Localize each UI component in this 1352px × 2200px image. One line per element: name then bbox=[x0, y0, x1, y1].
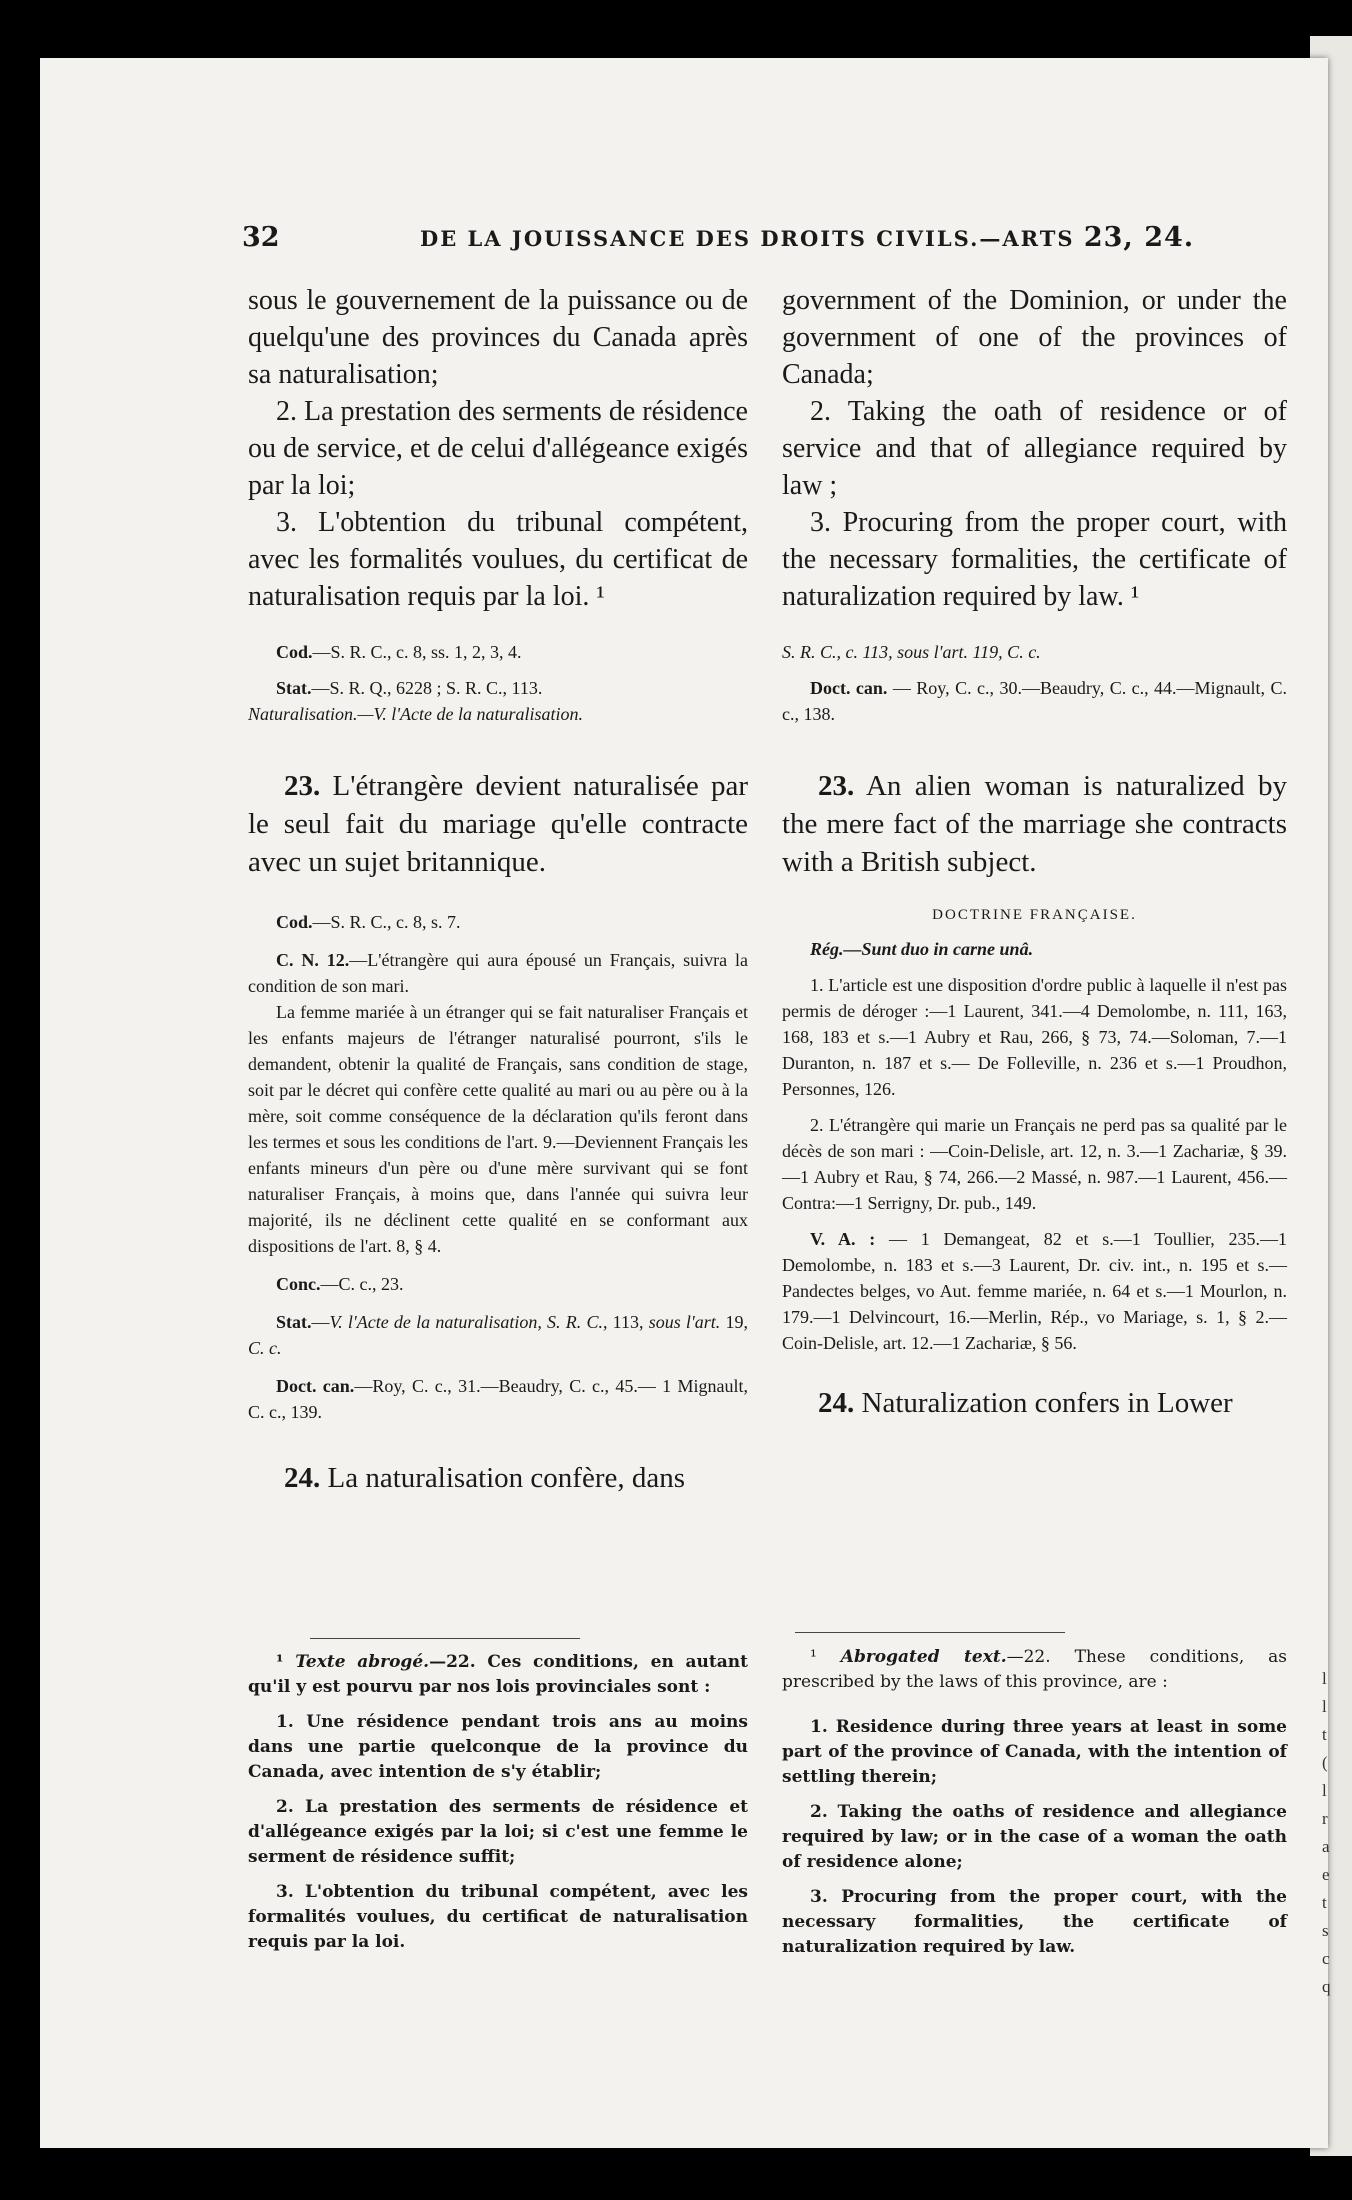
edge-letter: l bbox=[1322, 1697, 1327, 1716]
edge-letter: l bbox=[1322, 1669, 1327, 1688]
english-voir-aussi: V. A. : — 1 Demangeat, 82 et s.—1 Toullier, 235.—1 Demolombe, n. 183 et s.—3 Laurent, Dr. civ. int., n. 195 et s.—Pandectes belges, vo Aut. femme mariée, n. 64 et s.—1 Mourlon, n. 179.—1 Delvincourt, 16.—Merlin, Rép., vo Mariage, s. 1, § 2.—Coin-Delisle, art. 12.—1 Zachariæ, § 56. bbox=[782, 1229, 1287, 1353]
english-article-24: 24. Naturalization confers in Lower bbox=[818, 1387, 1233, 1419]
french-cod-23: Cod.—S. R. C., c. 8, s. 7. bbox=[276, 912, 461, 932]
edge-letter: t bbox=[1322, 1893, 1327, 1912]
french-item-3: 3. L'obtention du tribunal compétent, avec les formalités voulues, du certificat de naturalisation requis par la loi. ¹ bbox=[248, 507, 748, 612]
french-article-24: 24. La naturalisation confère, dans bbox=[284, 1462, 686, 1494]
english-item-2: 2. Taking the oath of residence or of service and that of allegiance required by law ; bbox=[782, 396, 1287, 501]
english-footnote-intro: ¹ Abrogated text.—22. These conditions, as prescribed by the laws of this province, are : bbox=[782, 1647, 1288, 1692]
english-article-23: 23. An alien woman is naturalized by the mere fact of the marriage she contracts with a British subject. bbox=[782, 770, 1287, 878]
edge-letter: s bbox=[1322, 1921, 1329, 1940]
english-source-22: S. R. C., c. 113, sous l'art. 119, C. c. bbox=[782, 642, 1041, 662]
french-footnote-2: 2. La prestation des serments de résidence et d'allégeance exigés par la loi; si c'est une femme le serment de résidence suffit; bbox=[248, 1797, 748, 1867]
english-footnote-2: 2. Taking the oaths of residence and allegiance required by law; or in the case of a woman the oath of residence alone; bbox=[782, 1802, 1287, 1872]
english-regle: Rég.—Sunt duo in carne unâ. bbox=[810, 939, 1034, 959]
running-head bbox=[420, 222, 1194, 253]
english-column bbox=[782, 282, 1287, 1422]
french-column bbox=[248, 282, 748, 1497]
french-stat-22: Stat.—S. R. Q., 6228 ; S. R. C., 113. bbox=[276, 678, 543, 698]
running-head-articles: 23, 24. bbox=[1083, 222, 1195, 253]
french-doct-23: Doct. can.—Roy, C. c., 31.—Beaudry, C. c., 45.— 1 Mignault, C. c., 139. bbox=[248, 1376, 749, 1422]
edge-letter: e bbox=[1322, 1865, 1330, 1884]
french-footnote-3: 3. L'obtention du tribunal compétent, avec les formalités voulues, du certificat de naturalisation requis par la loi. bbox=[248, 1882, 748, 1952]
french-continuation: sous le gouvernement de la puissance ou de quelqu'une des provinces du Canada après sa naturalisation; bbox=[248, 285, 748, 390]
french-item-2: 2. La prestation des serments de résidence ou de service, et de celui d'allégeance exigés par la loi; bbox=[248, 396, 748, 501]
edge-letter: l bbox=[1322, 1781, 1327, 1800]
edge-letter: c bbox=[1322, 1949, 1330, 1968]
english-footnotes bbox=[782, 1645, 1287, 1960]
english-doct-22: Doct. can. — Roy, C. c., 30.—Beaudry, C. c., 44.—Mignault, C. c., 138. bbox=[782, 678, 1287, 724]
french-conc-23: Conc.—C. c., 23. bbox=[276, 1274, 404, 1294]
edge-letter: ( bbox=[1322, 1753, 1328, 1772]
french-footnotes bbox=[248, 1650, 748, 1955]
english-doctrine-2: 2. L'étrangère qui marie un Français ne perd pas sa qualité par le décès de son mari : —Coin-Delisle, art. 12, n. 3.—1 Zachariæ, § 39.—1 Aubry et Rau, § 74, 266.—2 Massé, n. 987.—1 Laurent, 456.—Contra:—1 Serrigny, Dr. pub., 149. bbox=[782, 1115, 1287, 1213]
french-code-napoleon-12: C. N. 12.—L'étrangère qui aura épousé un Français, suivra la condition de son mari. bbox=[248, 950, 749, 996]
french-cod-22: Cod.—S. R. C., c. 8, ss. 1, 2, 3, 4. bbox=[276, 642, 522, 662]
french-footnote-1: 1. Une résidence pendant trois ans au moins dans une partie quelconque de la province du Canada, avec intention de s'y établir; bbox=[248, 1712, 748, 1782]
french-cn12-paragraph: La femme mariée à un étranger qui se fait naturaliser Français et les enfants majeurs de l'étranger naturalisé pourront, s'ils le demandent, obtenir la qualité de Français, sans condition de stage, soit par le décret qui confère cette qualité au mari ou au père ou à la mère, soit comme conséquence de la déclaration qu'ils feront dans les termes et sous les conditions de l'art. 9.—Deviennent Français les enfants mineurs d'un père ou d'une mère survivant qui se font naturaliser Français, à moins que, dans l'année qui suivra leur majorité, ils ne déclinent cette qualité en se conformant aux dispositions de l'art. 8, § 4. bbox=[248, 1002, 748, 1256]
edge-letter: t bbox=[1322, 1725, 1327, 1744]
edge-letter: q bbox=[1322, 1977, 1331, 1996]
english-item-3: 3. Procuring from the proper court, with the necessary formalities, the certificate of naturalization required by law. ¹ bbox=[782, 507, 1287, 612]
edge-letter: a bbox=[1322, 1837, 1330, 1856]
english-footnote-rule bbox=[795, 1632, 1065, 1633]
english-continuation: government of the Dominion, or under the government of one of the provinces of Canada; bbox=[782, 285, 1287, 390]
french-footnote-intro: ¹ Texte abrogé.—22. Ces conditions, en autant qu'il y est pourvu par nos lois provinciales sont : bbox=[248, 1652, 748, 1697]
edge-letter: r bbox=[1322, 1809, 1328, 1828]
english-doctrine-1: 1. L'article est une disposition d'ordre public à laquelle il n'est pas permis de déroger :—1 Laurent, 341.—4 Demolombe, n. 111, 163, 168, 183 et s.—1 Aubry et Rau, 266, § 73, 74.—Soloman, 7.—1 Duranton, n. 187 et s.— De Folleville, n. 236 et s.—1 Proudhon, Personnes, 126. bbox=[782, 975, 1287, 1099]
running-head-title: DE LA JOUISSANCE DES DROITS CIVILS.—ARTS bbox=[420, 226, 1075, 251]
doctrine-heading: DOCTRINE FRANÇAISE. bbox=[932, 907, 1137, 923]
english-footnote-3: 3. Procuring from the proper court, with the necessary formalities, the certificate of naturalization required by law. bbox=[782, 1887, 1287, 1957]
english-footnote-1: 1. Residence during three years at least in some part of the province of Canada, with the intention of settling therein; bbox=[782, 1717, 1287, 1787]
page-number: 32 bbox=[242, 222, 280, 253]
french-naturalisation-note: Naturalisation.—V. l'Acte de la naturalisation. bbox=[248, 704, 584, 724]
adjacent-page-letters bbox=[1322, 1665, 1348, 2001]
french-footnote-rule bbox=[310, 1638, 580, 1639]
french-stat-23: Stat.—V. l'Acte de la naturalisation, S. R. C., 113, sous l'art. 19, C. c. bbox=[248, 1312, 749, 1358]
french-article-23: 23. L'étrangère devient naturalisée par le seul fait du mariage qu'elle contracte avec un sujet britannique. bbox=[248, 770, 748, 878]
